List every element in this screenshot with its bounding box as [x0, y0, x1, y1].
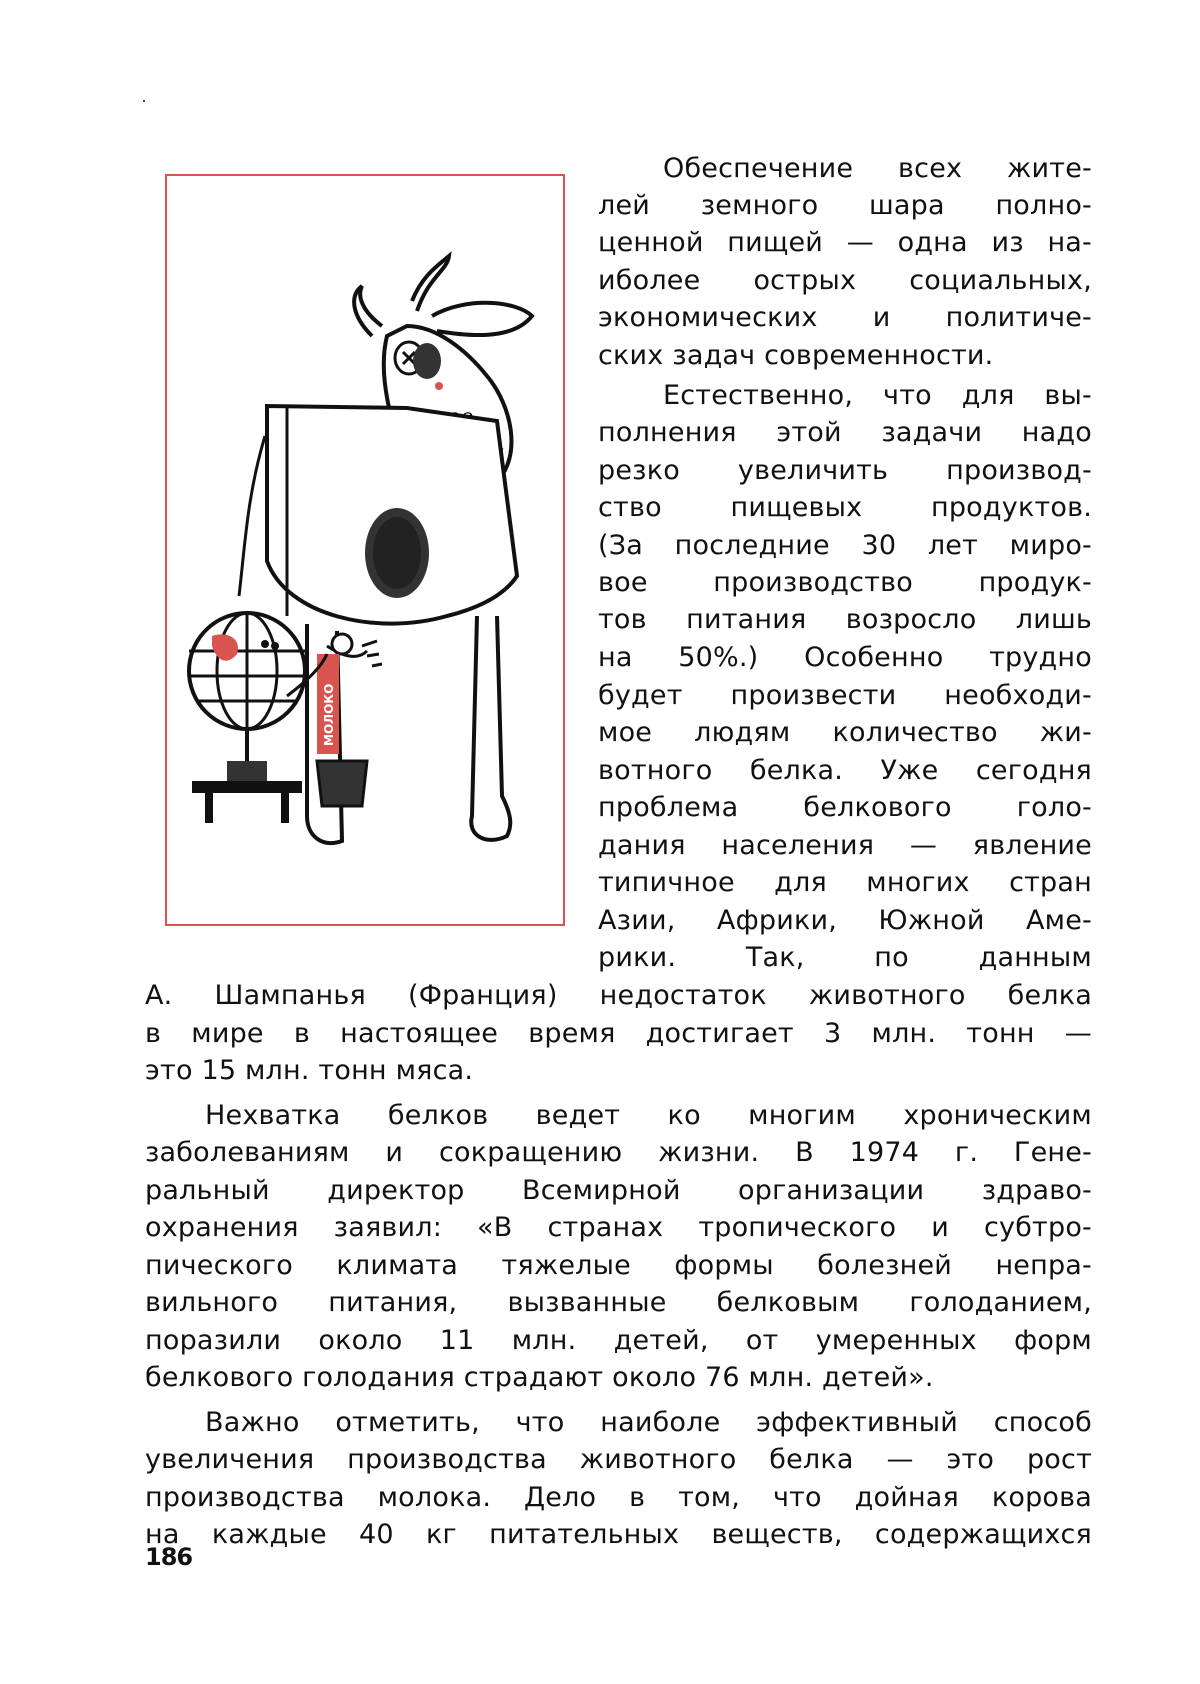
column-line: иболее острых социальных, [598, 265, 1092, 296]
column-line: Азии, Африки, Южной Аме- [598, 905, 1092, 936]
column-line: на 50%.) Особенно трудно [598, 642, 1092, 673]
paragraph-line: пического климата тяжелые формы болезней непра- [145, 1250, 1092, 1281]
paragraph-line: это 15 млн. тонн мяса. [145, 1055, 474, 1086]
paragraph-line: в мире в настоящее время достигает 3 млн. тонн — [145, 1018, 1092, 1049]
paragraph-line: на каждые 40 кг питательных веществ, содержащихся [145, 1519, 1092, 1550]
column-line: вое производство продук- [598, 567, 1092, 598]
paragraph-line: Нехватка белков ведет ко многим хроническим [205, 1100, 1092, 1131]
paragraph-line: белкового голодания страдают около 76 млн. детей». [145, 1362, 934, 1393]
column-line: (За последние 30 лет миро- [598, 530, 1092, 561]
column-line: тов питания возросло лишь [598, 604, 1092, 635]
column-line: ство пищевых продуктов. [598, 492, 1092, 523]
column-line: будет произвести необходи- [598, 680, 1092, 711]
column-line: лей земного шара полно- [598, 190, 1092, 221]
column-line: экономических и политиче- [598, 302, 1092, 333]
column-line: дания населения — явление [598, 830, 1092, 861]
column-line: полнения этой задачи надо [598, 417, 1092, 448]
paragraph-line: ральный директор Всемирной организации здраво- [145, 1175, 1092, 1206]
column-line: Обеспечение всех жите- [663, 153, 1092, 184]
paragraph-line: заболеваниям и сокращению жизни. В 1974 г. Гене- [145, 1137, 1092, 1168]
cow-globe-illustration [165, 174, 565, 926]
paragraph-line: увеличения производства животного белка — это рост [145, 1444, 1092, 1475]
milk-bottle-label: МОЛОКО [322, 683, 336, 746]
column-line: вотного белка. Уже сегодня [598, 755, 1092, 786]
paragraph-line: вильного питания, вызванные белковым голоданием, [145, 1287, 1092, 1318]
column-line: Естественно, что для вы- [663, 380, 1092, 411]
column-line: проблема белкового голо- [598, 792, 1092, 823]
cow-drawing [167, 176, 563, 924]
column-line: резко увеличить производ- [598, 455, 1092, 486]
paragraph-line: производства молока. Дело в том, что дойная корова [145, 1482, 1092, 1513]
paragraph-line: Важно отметить, что наиболе эффективный способ [205, 1407, 1092, 1438]
paragraph-line: поразили около 11 млн. детей, от умеренных форм [145, 1325, 1092, 1356]
column-line: ских задач современности. [598, 340, 994, 371]
page-number: 186 [145, 1543, 193, 1571]
print-speck [143, 100, 145, 102]
paragraph-line: охранения заявил: «В странах тропического и субтро- [145, 1212, 1092, 1243]
paragraph-line: А. Шампанья (Франция) недостаток животного белка [145, 980, 1092, 1011]
column-line: рики. Так, по данным [598, 942, 1092, 973]
column-line: ценной пищей — одна из на- [598, 227, 1092, 258]
column-line: мое людям количество жи- [598, 717, 1092, 748]
column-line: типичное для многих стран [598, 867, 1092, 898]
